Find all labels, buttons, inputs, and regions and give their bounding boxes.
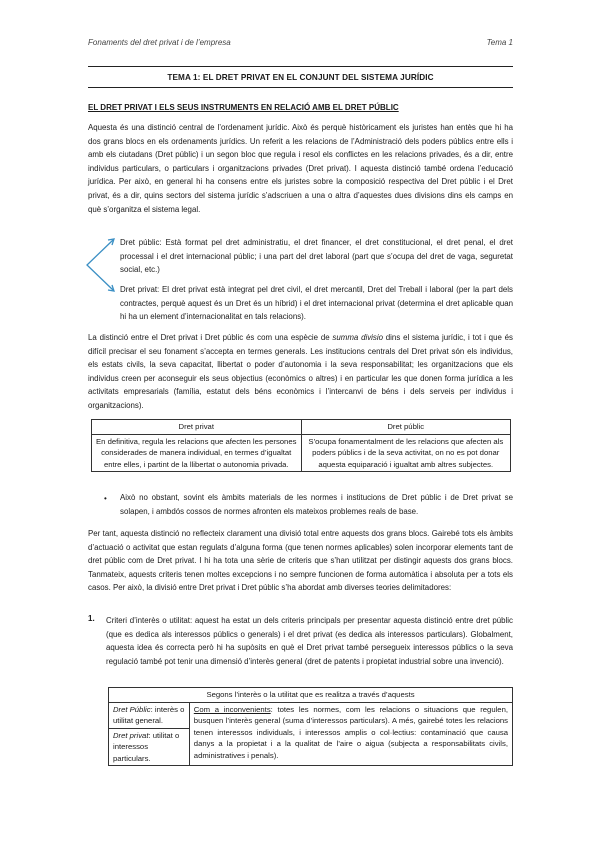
- comparison-table: [91, 419, 511, 472]
- summa-text-a: La distinció entre el Dret privat i Dret públic és com una espècie de: [88, 333, 333, 342]
- section-heading: EL DRET PRIVAT I ELS SEUS INSTRUMENTS EN RELACIÓ AMB EL DRET PÚBLIC: [88, 103, 399, 112]
- branch-arrow-icon: [84, 232, 118, 298]
- def-dret-privat: : utilitat o interessos particulars.: [113, 730, 180, 763]
- title-rule: [88, 87, 513, 88]
- paragraph-criteria: Per tant, aquesta distinció no reflecteix clarament una divisió total entre aquests dos grans blocs. Gairebé tots els àmbits d’actuació o activitat que estan regulats d’alguna forma (que tenen normes aplicables) solen incorporar elements tant de dret públic com de Dret privat. I hi ha tota una sèrie de criteris que s’han utilitzat per distingir aquests dos grans blocs. Tanmateix, aquests criteris tenen moltes excepcions i no sempre funcionen de forma automàtica i absoluta per a tots els casos. Per això, la divisió entre Dret privat i Dret públic s’ha abordat amb diverses teories delimitadores:: [88, 529, 513, 593]
- term-dret-privat: Dret privat: [113, 730, 149, 740]
- table-title-row: [109, 688, 513, 703]
- bullet-dot-icon: •: [104, 494, 107, 503]
- summa-text-b: dins el sistema jurídic, i tot i que és difícil precisar el seu fonament s’accepta en termes generals. Les institucions centrals del Dret privat són els individus, els estats civils, la seva capacitat, llibertat o poder d’autonomia i la seva responsabilitat; les organitzacions que els individus creen per aconseguir els seus objectius (econòmics o altres) i en particular les que donen forma jurídica a les activitats empresarials (família, estatut dels béns econòmics i l’intercanvi de béns i dels serveis per individus i organitzacions).: [88, 333, 513, 410]
- table-header-row: [92, 420, 511, 435]
- interest-criterion-table: [108, 687, 513, 766]
- table-row: [109, 702, 513, 728]
- term-dret-public: Dret Públic: [113, 704, 151, 714]
- page-header: [88, 38, 513, 50]
- bullet-dret-public: Dret públic: Està format pel dret administratiu, el dret financer, el dret constitucional, el dret penal, el dret processal i el dret internacional públic; i una part del dret laboral (part que s’ocupa del dret de vaga, seguretat social, etc.): [120, 238, 513, 275]
- cell-dret-privat: En definitiva, regula les relacions que afecten les persones considerades de manera individual, en termes d’igualtat entre elles, i partint de la llibertat o autonomia privada.: [92, 434, 302, 472]
- bullet-overlap-note: Això no obstant, sovint els àmbits materials de les normes i institucions de Dret públic i de Dret privat se solapen, i ambdós cossos de normes afronten els mateixos problemes reals de base.: [120, 493, 513, 516]
- header-course-title: Fonaments del dret privat i de l’empresa: [88, 38, 231, 47]
- cell-dret-public-interest: [109, 702, 190, 728]
- inconvenients-text: : totes les normes, com les relacions o situacions que regulen, busquen l’interès general (suma d’interessos particulars). A més, gairebé totes les relacions tenen interessos individuals, i interessos amplis o col·lectius: contaminació que causa danys a la propietat i a la qualitat de l’aire o aigua (subjecta a responsabilitats civils, administratives i penals).: [193, 704, 508, 760]
- def-dret-public: : interès o utilitat general.: [113, 704, 185, 725]
- bullet-dret-privat: Dret privat: El dret privat està integrat pel dret civil, el dret mercantil, Dret del Treball i laboral (per la part dels contractes, perquè aquest és un Dret és un híbrid) i el dret internacional privat (determina el dret aplicable quan hi ha un element d’internacionalitat en tals relacions).: [120, 285, 513, 322]
- header-dret-public: Dret públic: [301, 420, 511, 435]
- list-number: 1.: [88, 614, 95, 623]
- header-rule: [88, 66, 513, 67]
- paragraph-intro: Aquesta és una distinció central de l’ordenament jurídic. Això és perquè històricament els juristes han entès que hi ha dos grans blocs en els ordenaments jurídics. Un referit a les relacions de l’Administració dels poders públics entre ells i amb els ciutadans (Dret públic) i un segon bloc que regula i resol els conflictes en les relacions privades, és a dir, entre individus particulars, o particulars i organitzacions privades (Dret privat). I aquesta distinció també ordena l’educació jurídica. Per això, en general hi ha consens entre els juristes sobre la composició respectiva del Dret públic i el Dret privat, és a dir, quins sectors del sistema jurídic s’adscriuen a una o altra d’aquestes dues divisions dins els camps en què s’organitza el sistema legal.: [88, 123, 513, 214]
- cell-inconvenients: [189, 702, 512, 766]
- paragraph-summa-divisio: [88, 331, 513, 413]
- table-row: [92, 434, 511, 472]
- inconvenients-label: Com a inconvenients: [193, 704, 271, 714]
- table-title: Segons l’interès o la utilitat que es realitza a través d’aquests: [109, 688, 513, 703]
- chapter-title: TEMA 1: EL DRET PRIVAT EN EL CONJUNT DEL SISTEMA JURÍDIC: [167, 73, 434, 82]
- header-topic: Tema 1: [486, 38, 513, 47]
- summa-divisio-term: summa divisio: [332, 333, 383, 342]
- cell-dret-public: S’ocupa fonamentalment de les relacions que afecten als poders públics i de la seva activitat, on no es pot donar aquesta equiparació i igualtat amb altres subjectes.: [301, 434, 511, 472]
- cell-dret-privat-interest: [109, 728, 190, 766]
- list-item-interest-criterion: Criteri d’interès o utilitat: aquest ha estat un dels criteris principals per presentar aquesta distinció entre dret públic (que es dedica als interessos públics o generals) i el dret privat (es dedica als interessos particulars). Globalment, aquesta idea és correcta però hi ha supòsits en què el Dret privat també persegueix interessos públics o la seva regulació també pot tenir una dimensió d’interès general (dret de patents i propietat industrial sobre una invenció).: [106, 616, 513, 666]
- header-dret-privat: Dret privat: [92, 420, 302, 435]
